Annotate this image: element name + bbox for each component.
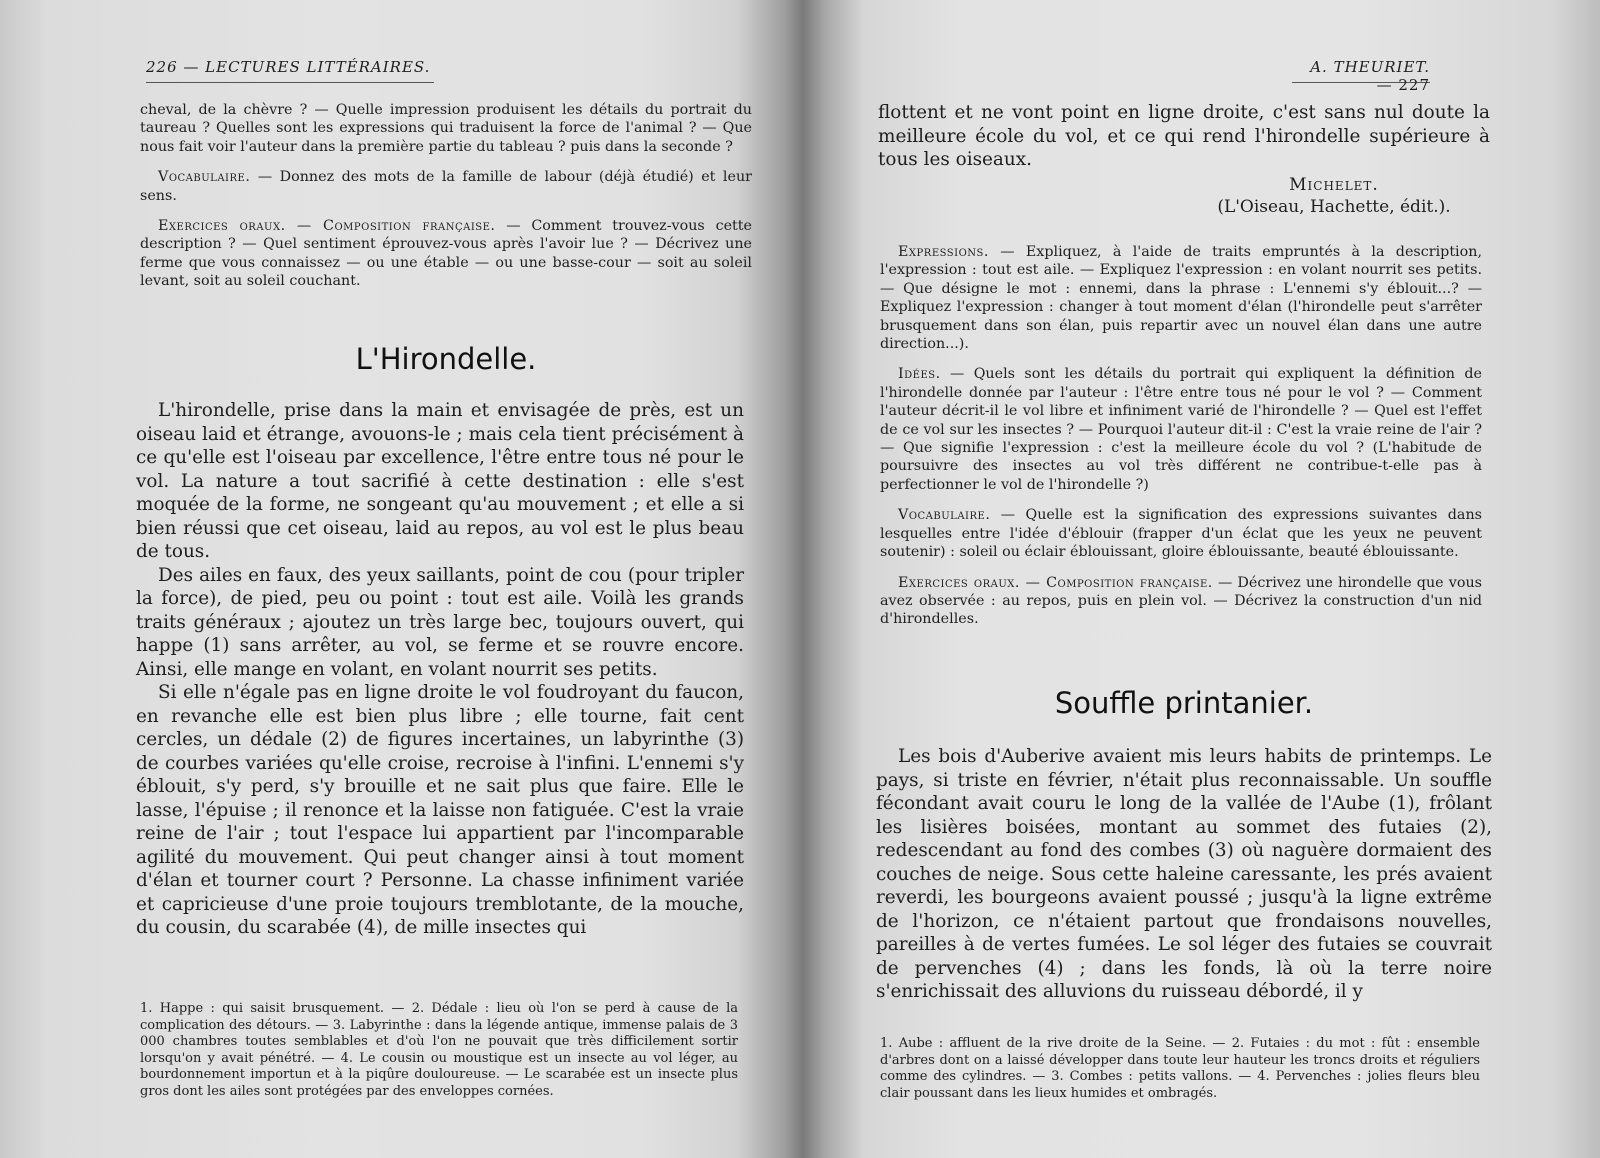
left-questions: [140, 101, 752, 303]
source-citation: (L'Oiseau, Hachette, édit.).: [1217, 196, 1451, 217]
exercices-label: Exercices oraux. — Composition française.: [158, 218, 496, 235]
running-head-left: 226 — LECTURES LITTÉRAIRES.: [146, 58, 434, 83]
exercices-text: — Décrivez une hirondelle que vous avez observée : au repos, puis en plein vol. — Décrivez la construction d'un nid d'hirondelles.: [880, 574, 1482, 628]
vocabulaire-label: Vocabulaire.: [158, 169, 251, 186]
chapter-title-souffle: Souffle printanier.: [1054, 686, 1314, 720]
expressions-label: Expressions.: [898, 244, 989, 260]
exercices-text: — Comment trouvez-vous cette description ? — Quel sentiment éprouvez-vous après l'avoir lue ? — Décrivez une ferme que vous connaissez — ou une étable — ou une basse-cour — soit au soleil levant, soit au soleil couchant.: [140, 218, 752, 290]
footnotes-right: 1. Aube : affluent de la rive droite de la Seine. — 2. Futaies : du mot : fût : ensemble d'arbres dont on a laissé développer dans toute leur hauteur les troncs droits et réguliers comme des cylindres. — 3. Combes : petits vallons. — 4. Pervenches : jolies fleurs bleu clair poussant dans les lieux humides et ombragés.: [880, 1036, 1480, 1101]
running-head-right: [1292, 58, 1430, 94]
paragraph-continuation: flottent et ne vont point en ligne droite, c'est sans nul doute la meilleure école du vol, et ce qui rend l'hirondelle supérieure à tous les oiseaux.: [878, 102, 1490, 170]
exercices-left: [140, 217, 752, 291]
exercices-right: [880, 574, 1482, 629]
hirondelle-conclusion: [878, 101, 1490, 218]
idees-label: Idées.: [898, 366, 941, 383]
paragraph: Si elle n'égale pas en ligne droite le vol foudroyant du faucon, en revanche elle est bien plus libre ; elle tourne, fait cent cercles, un dédale (2) de figures incertaines, un labyrinthe (3) de courbes variées qu'elle croise, recroise à l'infini. L'ennemi s'y éblouit, s'y perd, s'y brouille et ne sait plus que faire. Elle le lasse, l'épuise ; il renonce et la laisse non fatiguée. C'est la vraie reine de l'air ; tout l'espace lui appartient par l'incomparable agilité du mouvement. Qui peut changer ainsi à tout moment d'élan et tourner court ? Personne. La chasse infiniment variée et capricieuse d'une proie toujours tremblotante, de la mouche, du cousin, du scarabée (4), de mille insectes qui: [136, 682, 744, 938]
souffle-text: [876, 745, 1492, 1004]
exercices-label: Exercices oraux. — Composition française.: [898, 574, 1213, 591]
expressions-block: [880, 243, 1482, 353]
questions-continuation: cheval, de la chèvre ? — Quelle impression produisent les détails du portrait du taureau ? Quelles sont les expressions qui traduisent la force de l'animal ? — Que nous fait voir l'auteur dans la première partie du tableau ? puis dans la seconde ?: [140, 102, 752, 155]
idees-text: — Quels sont les détails du portrait qui expliquent la définition de l'hirondelle donnée par l'auteur : l'être entre tous né pour le vol ? — Comment l'auteur décrit-il le vol libre et infiniment varié de l'hirondelle ? — Quel est l'effet de ce vol sur les insectes ? — Pourquoi l'auteur dit-il : C'est la vraie reine de l'air ? — Que signifie l'expression : c'est la meilleure école du vol ? (L'habitude de poursuivre des insectes au vol très différent ne contribue-t-elle pas à perfectionner le vol de l'hirondelle ?): [880, 366, 1482, 493]
right-page: [800, 0, 1600, 1158]
footnotes-left: 1. Happe : qui saisit brusquement. — 2. Dédale : lieu où l'on se perd à cause de la complication des détours. — 3. Labyrinthe : dans la légende antique, immense palais de 3 000 chambres toutes semblables et d'où l'on ne pouvait que très difficilement sortir lorsqu'on y avait pénétré. — 4. Le cousin ou moustique est un insecte au vol léger, au bourdonnement importun et à la piqûre douloureuse. — Le scarabée est un insecte plus gros dont les ailes sont protégées par des enveloppes cornées.: [140, 1001, 738, 1099]
vocabulaire-text: — Quelle est la signification des expressions suivantes dans lesquelles entre l'idée d'éblouir (frapper d'un éclat que les yeux ne peuvent soutenir) : soleil ou éclair éblouissant, gloire éblouissante, beauté éblouissante.: [880, 507, 1482, 561]
right-questions: [880, 243, 1482, 641]
attribution: [878, 174, 1490, 218]
vocabulaire-text: — Donnez des mots de la famille de labour (déjà étudié) et leur sens.: [140, 169, 752, 204]
author-name: Michelet.: [1289, 174, 1379, 195]
running-head-author: A. THEURIET. —: [1310, 58, 1430, 94]
paragraph: Les bois d'Auberive avaient mis leurs habits de printemps. Le pays, si triste en février, n'était plus reconnaissable. Un souffle fécondant avait couru le long de la vallée de l'Aube (1), frôlant les lisières boisées, montant au sommet des futaies (2), redescendant au fond des combes (3) où naguère dormaient des couches de neige. Sous cette haleine caressante, les prés avaient reverdi, les bourgeons avaient poussé ; jusqu'à la ligne extrême de l'horizon, ce n'étaient partout que frondaisons nouvelles, pareilles à de vertes fumées. Le sol léger des futaies se couvrait de pervenches (4) ; dans les fonds, là où la terre noire s'enrichissait des alluvions du ruisseau débordé, il y: [876, 746, 1492, 1002]
paragraph: Des ailes en faux, des yeux saillants, point de cou (pour tripler la force), de pied, peu ou point : tout est aile. Voilà les grands traits généraux ; ajoutez un très large bec, toujours ouvert, qui happe (1) sans arrêter, au vol, se ferme et se rouvre encore. Ainsi, elle mange en volant, en volant nourrit ses petits.: [136, 564, 744, 680]
chapter-title-hirondelle: L'Hirondelle.: [355, 342, 537, 376]
paragraph: L'hirondelle, prise dans la main et envisagée de près, est un oiseau laid et étrange, avouons-le ; mais cela tient précisément à ce qu'elle est l'oiseau par excellence, l'être entre tous né pour le vol. La nature a tout sacrifié à cette destination : elle s'est moquée de la forme, ne songeant qu'au mouvement ; et elle a si bien réussi que cet oiseau, laid au repos, au vol est le plus beau de tous.: [136, 400, 744, 562]
hirondelle-text: [136, 399, 744, 940]
idees-block: [880, 365, 1482, 494]
vocabulaire-right: [880, 506, 1482, 561]
expressions-text: — Expliquez, à l'aide de traits empruntés à la description, l'expression : tout est aile. — Expliquez l'expression : en volant nourrit ses petits. — Que désigne le mot : ennemi, dans la phrase : L'ennemi s'y éblouit...? — Expliquez l'expression : changer à tout moment d'élan (l'hirondelle peut s'arrêter brusquement dans son élan, puis repartir avec un nouvel élan dans une autre direction...).: [880, 244, 1482, 353]
vocabulaire-label: Vocabulaire.: [898, 507, 991, 524]
page-number: 227: [1398, 76, 1430, 94]
vocabulaire-left: [140, 168, 752, 205]
